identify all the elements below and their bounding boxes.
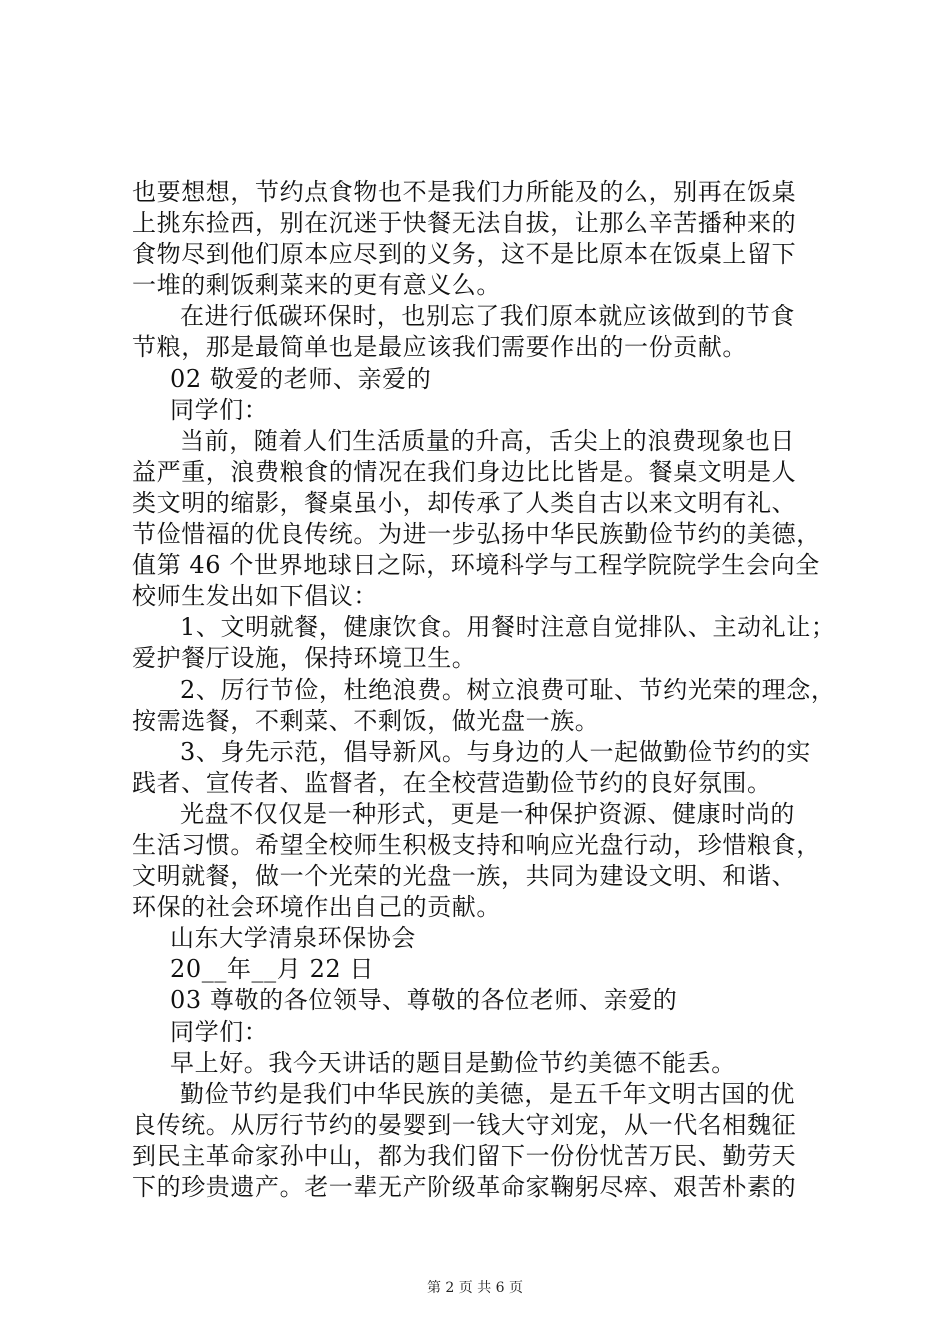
text-line: 在进行低碳环保时，也别忘了我们原本就应该做到的节食: [180, 302, 795, 331]
text-line: 也要想想，节约点食物也不是我们力所能及的么，别再在饭桌: [132, 178, 797, 206]
text-line: 勤俭节约是我们中华民族的美德，是五千年文明古国的优: [180, 1079, 795, 1108]
text-line: 光盘不仅仅是一种形式，更是一种保护资源、健康时尚的: [180, 799, 795, 828]
text-line: 文明就餐，做一个光荣的光盘一族，共同为建设文明、和谐、: [132, 862, 797, 891]
text-line: 值第 46 个世界地球日之际，环境科学与工程学院院学生会向全: [132, 551, 820, 580]
body-text: [132, 177, 836, 1203]
text-line: 20__年__月 22 日: [170, 955, 375, 984]
text-line: 节粮，那是最简单也是最应该我们需要作出的一份贡献。: [132, 333, 747, 362]
text-line: 按需选餐，不剩菜、不剩饭，做光盘一族。: [132, 706, 600, 735]
text-line: 生活习惯。希望全校师生积极支持和响应光盘行动，珍惜粮食，: [132, 830, 821, 859]
text-line: 2、厉行节俭，杜绝浪费。树立浪费可耻、节约光荣的理念，: [180, 675, 836, 704]
text-line: 3、身先示范，倡导新风。与身边的人一起做勤俭节约的实: [180, 737, 811, 766]
text-line: 良传统。从厉行节约的晏婴到一钱大守刘宠，从一代名相魏征: [132, 1110, 797, 1139]
text-line: 上挑东捡西，别在沉迷于快餐无法自拔，让那么辛苦播种来的: [132, 209, 797, 238]
text-line: 早上好。我今天讲话的题目是勤俭节约美德不能丢。: [170, 1048, 736, 1077]
text-line: 下的珍贵遗产。老一辈无产阶级革命家鞠躬尽瘁、艰苦朴素的: [132, 1173, 797, 1201]
text-line: 节俭惜福的优良传统。为进一步弘扬中华民族勤俭节约的美德，: [132, 520, 821, 549]
text-line: 校师生发出如下倡议：: [132, 582, 378, 611]
text-line: 践者、宣传者、监督者，在全校营造勤俭节约的良好氛围。: [132, 768, 772, 797]
text-line: 类文明的缩影，餐桌虽小，却传承了人类自古以来文明有礼、: [132, 488, 797, 517]
text-line: 一堆的剩饭剩菜来的更有意义么。: [132, 271, 501, 300]
text-line: 03 尊敬的各位领导、尊敬的各位老师、亲爱的: [170, 986, 678, 1015]
text-line: 环保的社会环境作出自己的贡献。: [132, 893, 501, 922]
text-line: 02 敬爱的老师、亲爱的: [170, 364, 432, 393]
text-line: 到民主革命家孙中山，都为我们留下一份份忧苦万民、勤劳天: [132, 1141, 797, 1170]
text-line: 山东大学清泉环保协会: [170, 924, 416, 953]
text-line: 益严重，浪费粮食的情况在我们身边比比皆是。餐桌文明是人: [132, 457, 797, 486]
text-line: 当前，随着人们生活质量的升高，舌尖上的浪费现象也日: [180, 426, 795, 455]
text-line: 食物尽到他们原本应尽到的义务，这不是比原本在饭桌上留下: [132, 240, 797, 269]
text-line: 爱护餐厅设施，保持环境卫生。: [132, 644, 477, 673]
page-footer: 第 2 页 共 6 页: [426, 1280, 524, 1296]
text-line: 同学们：: [170, 395, 269, 424]
text-line: 同学们：: [170, 1017, 269, 1046]
text-line: 1、文明就餐，健康饮食。用餐时注意自觉排队、主动礼让；: [180, 613, 836, 642]
